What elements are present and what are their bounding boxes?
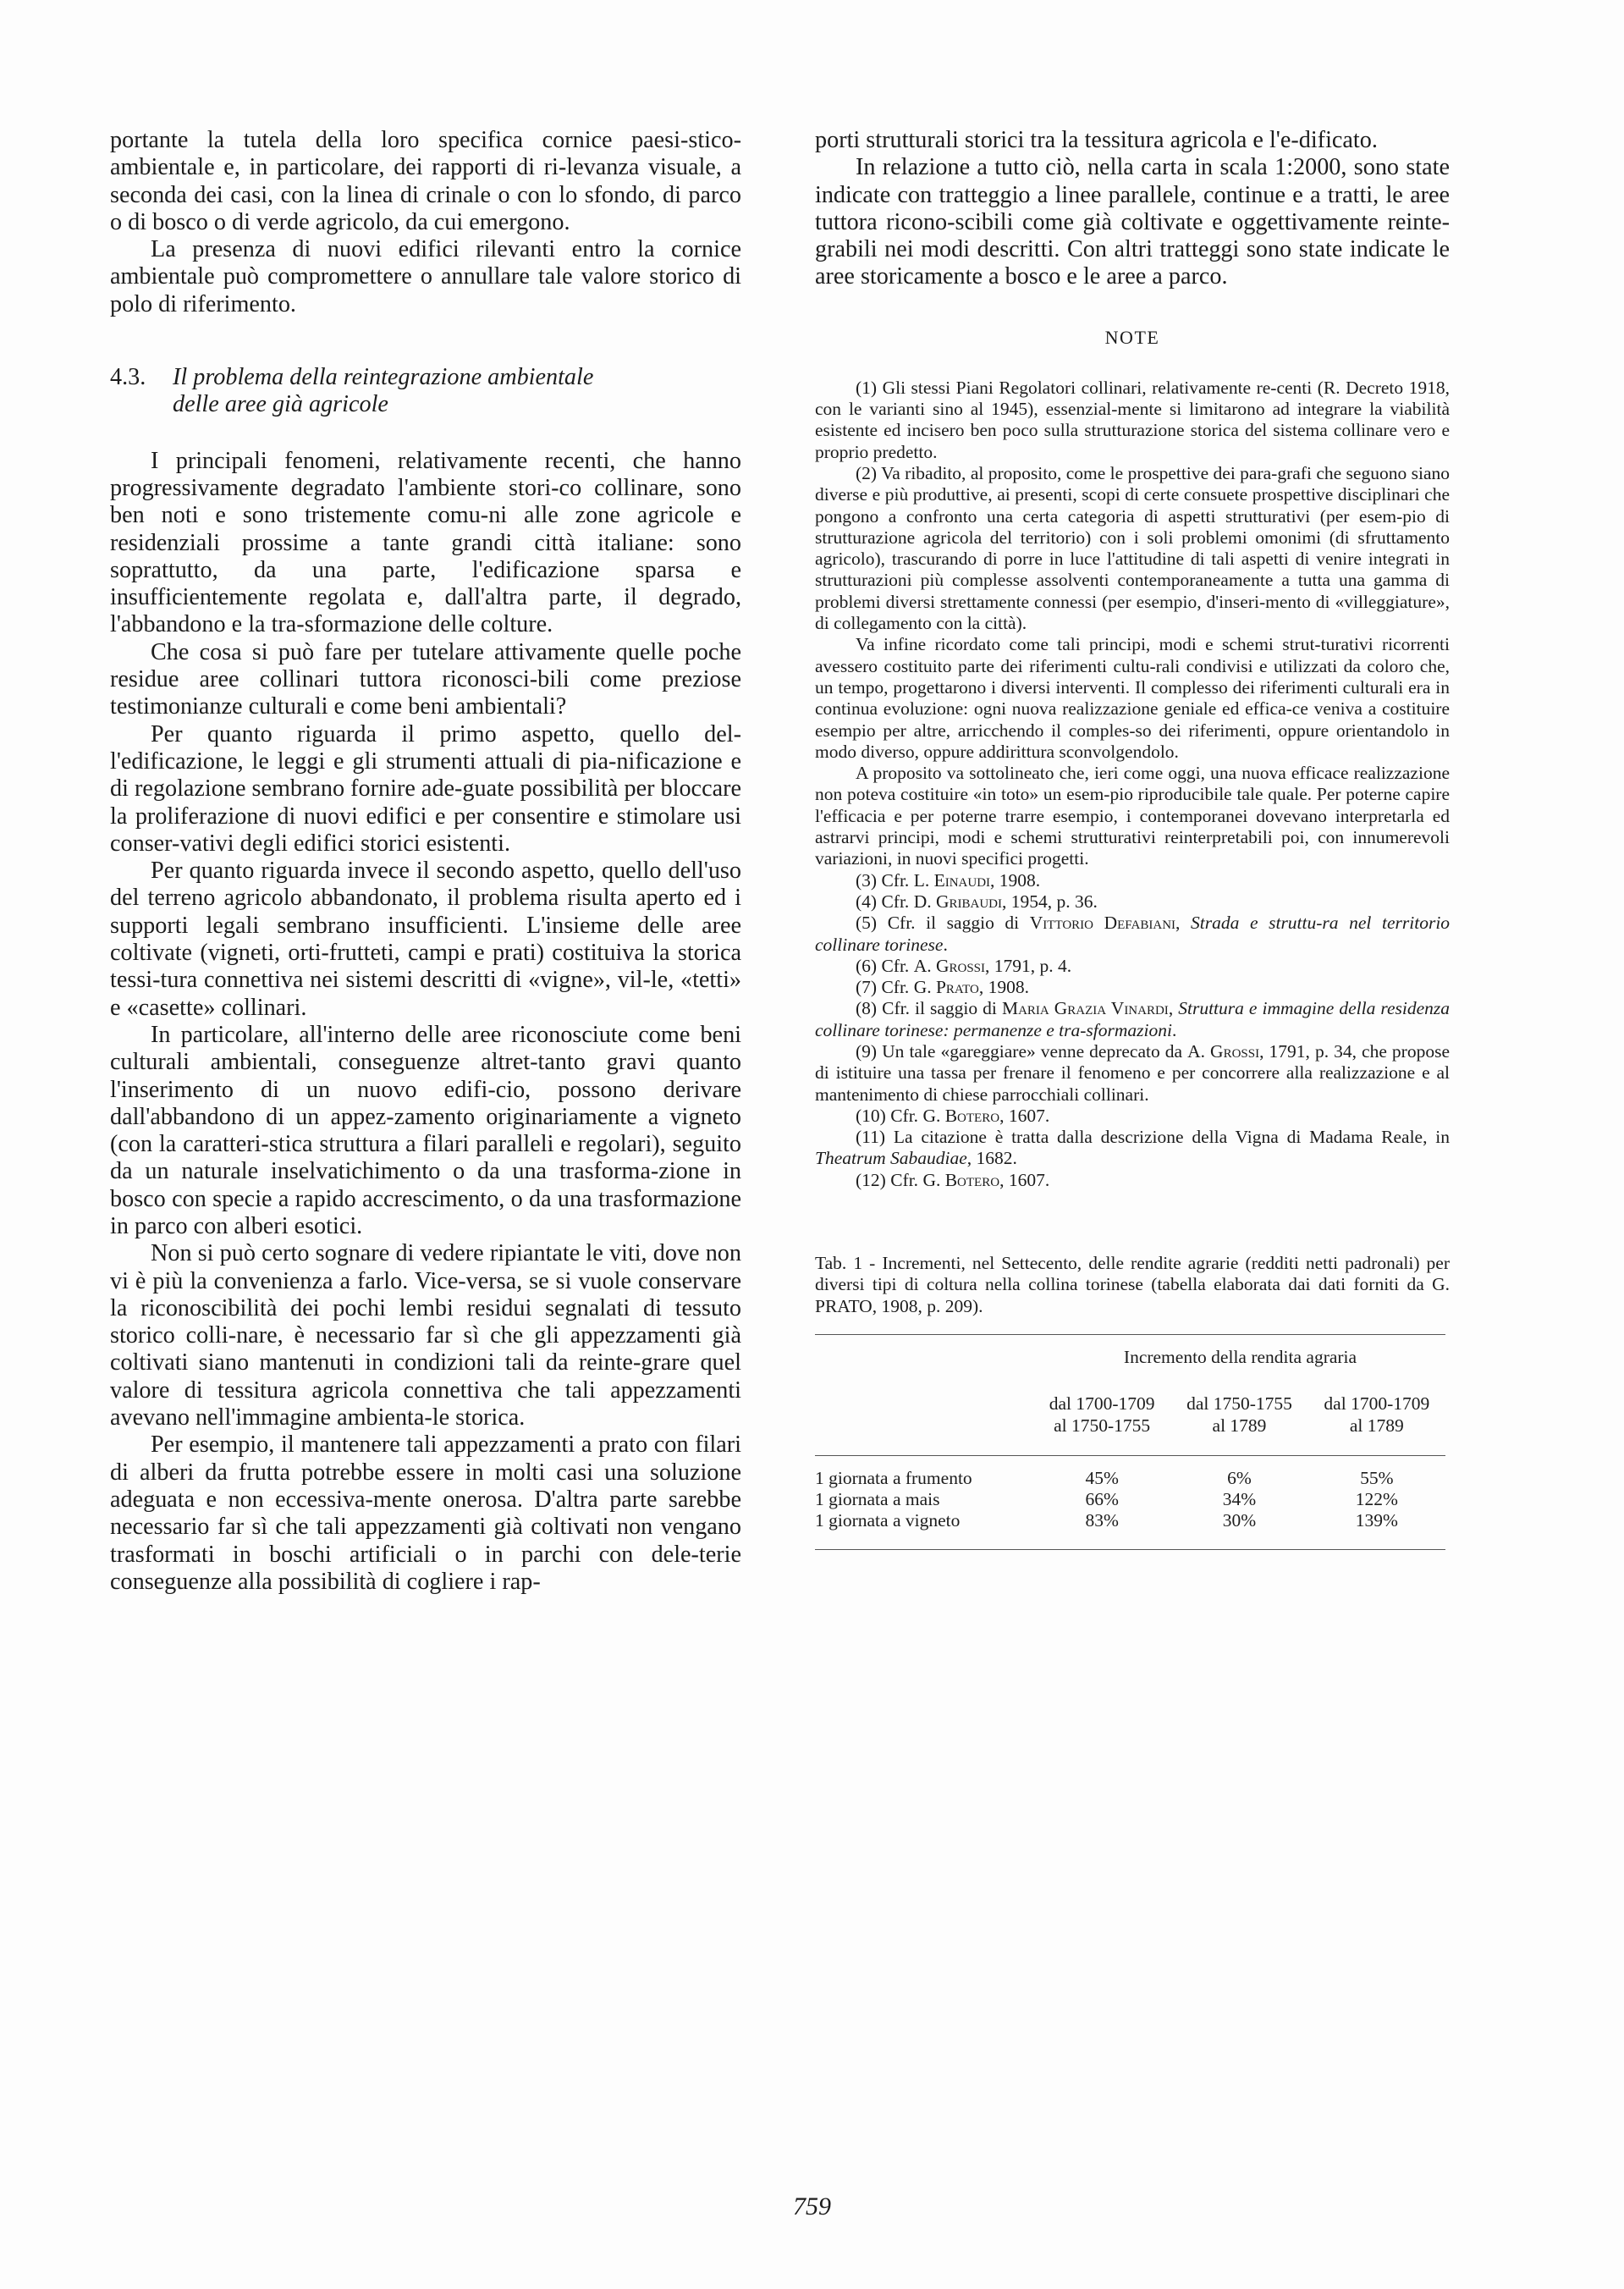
footnote [815,891,1450,913]
footnote-text: , 1682. [966,1148,1017,1169]
footnote-mark: (1) [856,377,878,398]
footnote [815,870,1450,891]
section-title-line: Il problema della reintegrazione ambientale [173,364,594,391]
table-column-header [1033,1393,1170,1455]
body-paragraph: Non si può certo sognare di vedere ripiantate le viti, dove non vi è più la convenienza a farlo. Vice-versa, se si vuole conservare la riconoscibilità dei pochi lembi residui segnalati di tessuto storico colli-nare, è necessario far sì che gli appezzamenti già coltivati siano mantenuti in condizioni tali da reinte-grare quel valore di tessitura agricola connettiva che tali appezzamenti avevano nell'immagine ambienta-le storica. [110,1240,741,1431]
header-line: al 1789 [1212,1415,1267,1436]
footnote-author: D. Gribaudi [913,891,1002,912]
footnote-text: Cfr. [881,891,910,912]
body-paragraph: portante la tutela della loro specifica cornice paesi-stico-ambientale e, in particolare, dei rapporti di ri-levanza visuale, a seconda dei casi, con la linea di crinale o con lo sfondo, di parco o di bosco o di verde agricolo, da cui emergono. [110,127,741,235]
income-table [815,1334,1445,1550]
footnote-text: , [1168,998,1174,1019]
header-line: dal 1700-1709 [1324,1393,1430,1415]
footnote [815,463,1450,634]
table-row-label: 1 giornata a mais [815,1489,940,1510]
table-cell: 6% [1227,1467,1252,1488]
footnote-text: Cfr. [881,955,910,976]
footnote-text: Cfr. il saggio di [882,998,997,1019]
footnote-text: . [943,934,948,955]
section-title [173,364,593,419]
footnote [815,1041,1450,1106]
footnote-author: A. Grossi [913,955,986,976]
table-cell: 66% [1085,1489,1119,1510]
footnote-text: Cfr. il saggio di [887,913,1020,934]
footnote-mark: (12) [856,1169,886,1190]
footnote-author: L. Einaudi [913,869,991,891]
header-line: al 1789 [1349,1415,1404,1436]
table-row-label: 1 giornata a vigneto [815,1510,961,1531]
footnote [815,1106,1450,1127]
footnote-text: , 1954, p. 36. [1002,891,1098,912]
body-paragraph: In particolare, all'interno delle aree riconosciute come beni culturali ambientali, conseguenze altret-tanto gravi quanto l'inserimento di un nuovo edifi-cio, possono derivare dall'abbandono di un appez-zamento originariamente a vigneto (con la caratteri-stica struttura a filari paralleli e regolari), seguito da un naturale inselvatichimento o da una trasforma-zione in bosco con specie a rapido accrescimento, o da una trasformazione in parco con alberi esotici. [110,1021,741,1239]
footnote-mark: (10) [856,1105,886,1126]
body-paragraph: Che cosa si può fare per tutelare attivamente quelle poche residue aree collinari tuttora riconosci-bili come preziose testimonianze culturali e come beni ambientali? [110,638,741,720]
body-paragraph: La presenza di nuovi edifici rilevanti entro la cornice ambientale può compromettere o annullare tale valore storico di polo di riferimento. [110,236,741,317]
table-stub-header [815,1393,1033,1455]
footnote-text: Cfr. [890,1169,919,1190]
body-paragraph: Per quanto riguarda invece il secondo aspetto, quello dell'uso del terreno agricolo abbandonato, il problema risulta aperto ed i supporti legali sembrano insufficienti. L'insieme delle aree coltivate (vigneti, orti-frutteti, campi e prati) costituiva la storica tessi-tura connettiva nei sistemi descritti di «vigne», vil-le, «tetti» e «casette» collinari. [110,858,741,1021]
footnote [815,378,1450,463]
section-heading [110,364,741,419]
footnote-text: Gli stessi Piani Regolatori collinari, relativamente re-centi (R. Decreto 1918, con le varianti sino al 1945), essenzial-mente si limitarono ad integrare la viabilità esistente ed incisero ben poco sulla strutturazione storica del sistema collinare vero e proprio predetto. [815,377,1451,462]
footnote-continuation: Va infine ricordato come tali principi, modi e schemi strut-turativi ricorrenti avessero costituito parte dei riferimenti cultu-rali condivisi e utilizzati da coloro che, un tempo, progettarono i diversi interventi. Il complesso dei riferimenti culturali era in continua evoluzione: ogni nuova realizzazione geniale ed effica-ce veniva a costituire esempio per altre, arricchendo il comples-so dei riferimenti, oppure orientandolo in modo diverso, oppure addirittura sconvolgendolo. [815,634,1450,762]
table-header-row [815,1393,1445,1455]
footnote-text: , 1791, p. 4. [985,955,1072,976]
footnote-text: , 1791, p. 34, che propose di istituire una tassa per frenare il fenomeno e per concorrere alla realizzazione e al mantenimento di chiese parrocchiali collinari. [815,1040,1450,1105]
footnote-mark: (11) [856,1127,886,1148]
section-number: 4.3. [110,364,146,391]
left-column [110,127,741,1596]
footnote-author: G. Botero [922,1169,1000,1190]
table-cell: 83% [1085,1510,1119,1531]
footnote-author: A. Grossi [1187,1040,1260,1062]
footnote [815,1170,1450,1191]
footnote-text: , 1908. [978,977,1029,998]
table-cell: 122% [1355,1489,1398,1510]
table-group-header-row [815,1334,1445,1393]
table-row-label: 1 giornata a frumento [815,1467,972,1488]
footnote-text: , 1607. [999,1105,1050,1126]
header-line: al 1750-1755 [1054,1415,1151,1436]
footnote-text: Cfr. [881,869,910,891]
footnote-work-title: Theatrum Sabaudiae [815,1148,967,1169]
table-cell: 34% [1222,1489,1257,1510]
header-line: dal 1700-1709 [1049,1393,1155,1415]
table-column-header [1170,1393,1307,1455]
footnote-text: Cfr. [890,1105,919,1126]
footnote-mark: (2) [856,462,878,483]
footnote-text: , 1607. [999,1169,1050,1190]
table-row [815,1468,1445,1489]
table-row [815,1489,1445,1510]
footnote-author: Vittorio Defabiani [1029,913,1176,934]
table-cell: 45% [1085,1467,1119,1488]
footnote-mark: (7) [856,977,878,998]
footnote-author: Maria Grazia Vinardi [1001,998,1169,1019]
body-paragraph: Per esempio, il mantenere tali appezzamenti a prato con filari di alberi da frutta potrebbe essere in molti casi una soluzione adeguata e non eccessiva-mente onerosa. D'altra parte sarebbe necessario far sì che tali appezzamenti già coltivati non vengano trasformati in boschi artificiali o in parchi con dele-terie conseguenze alla possibilità di cogliere i rap- [110,1431,741,1595]
footnote-mark: (4) [856,891,878,912]
body-paragraph: I principali fenomeni, relativamente recenti, che hanno progressivamente degradato l'ambiente stori-co collinare, sono ben noti e sono tristemente comu-ni alle zone agricole e residenziali prossime a tante grandi città italiane: sono soprattutto, da una parte, l'edificazione sparsa e insufficientemente regolata e, dall'altra parte, il degrado, l'abbandono e la tra-sformazione delle colture. [110,447,741,638]
footnote [815,956,1450,977]
notes-title: NOTE [1104,326,1160,348]
header-line: dal 1750-1755 [1186,1393,1292,1415]
page-number: 759 [793,2192,831,2220]
footnote-author: G. Botero [922,1105,1000,1126]
table-caption: Tab. 1 - Incrementi, nel Settecento, delle rendite agrarie (redditi netti padronali) per diversi tipi di coltura nella collina torinese (tabella elaborata dai dati forniti da G. PRATO, 1908, p. 209). [815,1253,1450,1316]
footnote-mark: (9) [856,1040,878,1062]
table-separator [815,1455,1445,1468]
footnote [815,913,1450,956]
footnote-work-title: Struttura e immagine della residenza collinare torinese: permanenze e tra-sformazioni [815,998,1450,1040]
footnote-text: Un tale «gareggiare» venne deprecato da [882,1040,1183,1062]
body-paragraph: porti strutturali storici tra la tessitura agricola e l'e-dificato. [815,127,1378,153]
table-cell: 30% [1222,1510,1257,1531]
table-column-header [1308,1393,1445,1455]
footnote-text: , [1175,913,1181,934]
section-title-line: delle aree già agricole [173,391,388,418]
footnote-work-title: Strada e struttu-ra nel territorio collinare torinese [815,913,1451,955]
footnote-mark: (8) [856,998,878,1019]
table-group-header: Incremento della rendita agraria [1123,1346,1357,1367]
right-column [815,127,1450,1550]
footnote-text: , 1908. [990,869,1041,891]
footnote-text: Cfr. [881,977,910,998]
footnote [815,1127,1450,1170]
footnote-continuation: A proposito va sottolineato che, ieri come oggi, una nuova efficace realizzazione non poteva costituire «in toto» un esem-pio riproducibile tale quale. Per poterne capire l'efficacia e per poterne trarre esempio, i contemporanei dovevano interpretarla ed astrarvi principi, modi e schemi strutturativi reinterpretabili poi, con innumerevoli variazioni, in nuovi specifici progetti. [815,763,1450,869]
table-cell: 55% [1360,1467,1394,1488]
footnote [815,998,1450,1041]
body-paragraph: Per quanto riguarda il primo aspetto, quello del-l'edificazione, le leggi e gli strumenti attuali di pia-nificazione e di regolazione sembrano fornire ade-guate possibilità per bloccare la proliferazione di nuovi edifici e per consentire e stimolare usi conser-vativi degli edifici storici esistenti. [110,720,741,857]
right-body-text [815,127,1450,291]
body-paragraph: In relazione a tutto ciò, nella carta in scala 1:2000, sono state indicate con tratteggio a linee parallele, continue e a tratti, le aree tuttora ricono-scibili come già coltivate e oggettivamente reinte-grabili nei modi descritti. Con altri tratteggi sono state indicate le aree storicamente a bosco e le aree a parco. [815,154,1450,290]
footnote [815,977,1450,998]
footnote-text: Va ribadito, al proposito, come le prospettive dei para-grafi che seguono siano diverse e più produttive, ai presenti, scopi di certe consuete prospettive disciplinari che pongono a confronto una certa categoria di aspetti strutturativi (per esem-pio di strutturazione agricola del territorio) con i soli problemi omonimi (di sfruttamento agricolo), trascurando di porre in luce l'attitudine di tali aspetti di venire integrati in strutturazioni più complesse assolventi contemporaneamente a tutta una gamma di problemi diversi strettamente connessi (per esempio, d'inseri-mento di «villeggiature», di collegamento con la città). [815,462,1450,634]
table-cell: 139% [1355,1510,1398,1531]
footnote-mark: (5) [856,913,878,934]
table-row [815,1510,1445,1549]
notes [815,378,1450,1191]
footnote-author: G. Prato [913,977,979,998]
footnote-text: La citazione è tratta dalla descrizione della Vigna di Madama Reale, in [893,1127,1451,1148]
footnote-mark: (6) [856,955,878,976]
footnote-text: . [1171,1019,1177,1040]
footnote-mark: (3) [856,869,878,891]
